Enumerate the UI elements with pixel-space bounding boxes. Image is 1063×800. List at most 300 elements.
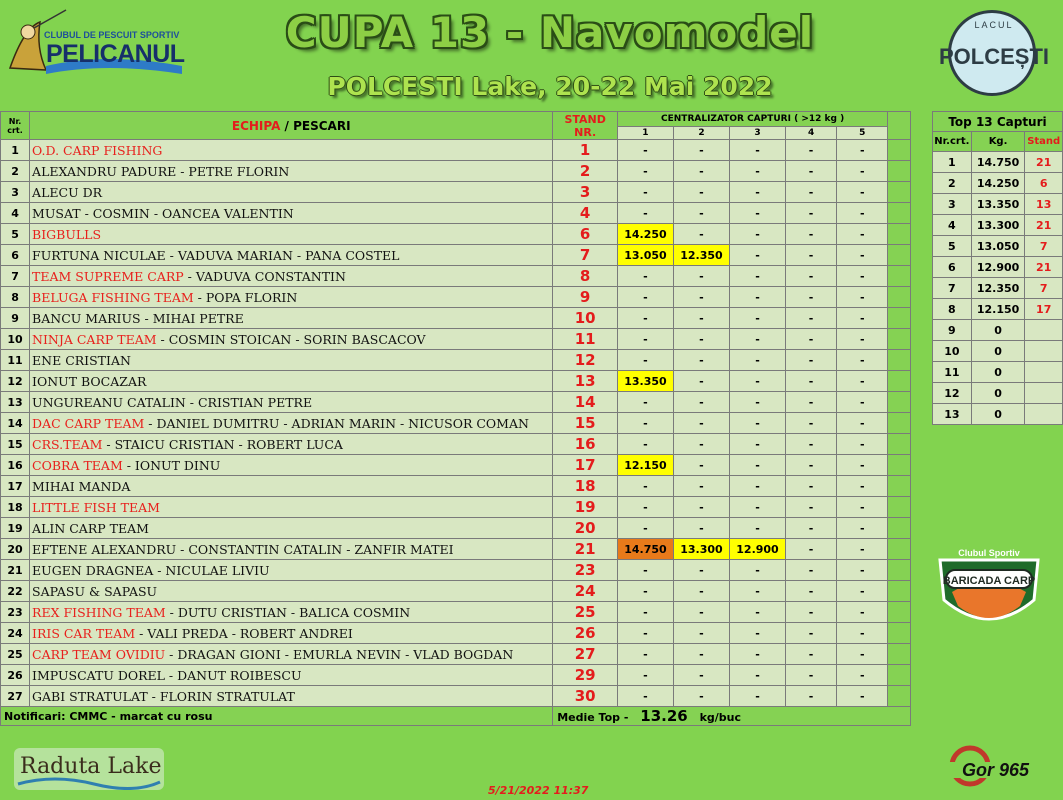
row-catch-1: - [617,203,673,224]
row-catch-2: - [673,602,729,623]
table-row [1,413,911,434]
catch-col-2: 2 [673,127,729,140]
row-nr: 8 [1,287,30,308]
row-catch-4: - [786,140,837,161]
top-row-stand [1025,320,1063,341]
row-pad [888,182,911,203]
row-catch-1: - [617,602,673,623]
top-row-kg: 12.900 [971,257,1025,278]
top-row-kg: 0 [971,320,1025,341]
row-catch-5: - [837,182,888,203]
row-nr: 27 [1,686,30,707]
top-row-stand: 6 [1025,173,1063,194]
row-catch-3: - [729,581,785,602]
top-row-nr: 5 [933,236,972,257]
row-catch-1: - [617,266,673,287]
top-row [933,173,1063,194]
table-row [1,392,911,413]
row-catch-1: - [617,350,673,371]
row-catch-1: - [617,140,673,161]
row-catch-1: - [617,434,673,455]
row-pad [888,497,911,518]
row-catch-2: - [673,623,729,644]
row-catch-1: 14.750 [617,539,673,560]
row-catch-1: - [617,560,673,581]
row-catch-5: - [837,371,888,392]
row-catch-4: - [786,434,837,455]
row-catch-4: - [786,665,837,686]
row-stand: 18 [553,476,618,497]
row-catch-4: - [786,644,837,665]
table-row [1,245,911,266]
row-team-name: DAC CARP TEAM [32,415,145,431]
row-anglers: EFTENE ALEXANDRU - CONSTANTIN CATALIN - ZANFIR MATEI [32,541,454,557]
row-pad [888,476,911,497]
row-pad [888,350,911,371]
row-catch-2: - [673,413,729,434]
table-row [1,623,911,644]
top-row-nr: 1 [933,152,972,173]
row-catch-3: - [729,287,785,308]
row-team-name: CRS.TEAM [32,436,103,452]
baricada-logo [930,540,1048,640]
gor-text: Gor 965 [962,760,1030,780]
row-pad [888,686,911,707]
row-team-name: BIGBULLS [32,226,102,242]
shield-carp-icon [930,540,1048,640]
row-catch-2: - [673,686,729,707]
row-nr: 17 [1,476,30,497]
top-row-kg: 13.050 [971,236,1025,257]
top-catches-table [932,111,1063,425]
row-team [30,371,553,392]
row-stand: 1 [553,140,618,161]
row-catch-1: - [617,686,673,707]
page-subtitle: POLCESTI Lake, 20-22 Mai 2022 [327,72,773,101]
raduta-lake-text: Raduta Lake [20,754,162,779]
table-row [1,581,911,602]
header-team [30,112,553,140]
average-label: Medie Top - [557,711,629,724]
row-team-name: COBRA TEAM [32,457,123,473]
row-anglers: ALECU DR [32,184,103,200]
pelicanul-logo [6,8,184,84]
row-anglers: SAPASU & SAPASU [32,583,158,599]
row-pad [888,203,911,224]
top-row [933,152,1063,173]
table-row [1,161,911,182]
top-row-nr: 3 [933,194,972,215]
row-catch-4: - [786,686,837,707]
top-row-stand: 21 [1025,257,1063,278]
row-catch-1: - [617,182,673,203]
row-pad [888,140,911,161]
top-row-nr: 10 [933,341,972,362]
row-stand: 12 [553,350,618,371]
row-catch-4: - [786,518,837,539]
row-team [30,539,553,560]
top-row-nr: 8 [933,299,972,320]
row-catch-3: - [729,308,785,329]
row-catch-4: - [786,476,837,497]
row-team [30,518,553,539]
row-catch-5: - [837,434,888,455]
row-anglers: - DANIEL DUMITRU - ADRIAN MARIN - NICUSOR COMAN [144,415,529,431]
row-catch-3: - [729,161,785,182]
row-nr: 16 [1,455,30,476]
row-stand: 27 [553,644,618,665]
row-catch-5: - [837,392,888,413]
row-anglers: BANCU MARIUS - MIHAI PETRE [32,310,244,326]
notification-note: Notificari: CMMC - marcat cu rosu [1,707,553,726]
row-catch-1: - [617,644,673,665]
row-catch-1: - [617,497,673,518]
row-catch-2: - [673,182,729,203]
row-catch-4: - [786,245,837,266]
table-header-row [1,112,911,127]
row-anglers: EUGEN DRAGNEA - NICULAE LIVIU [32,562,270,578]
row-catch-2: - [673,266,729,287]
row-catch-1: - [617,161,673,182]
row-catch-3: - [729,497,785,518]
row-catch-3: - [729,686,785,707]
row-nr: 18 [1,497,30,518]
row-catch-2: - [673,518,729,539]
row-pad [888,413,911,434]
top-header-stand: Stand [1025,132,1063,152]
row-nr: 11 [1,350,30,371]
row-catch-2: - [673,455,729,476]
row-catch-5: - [837,665,888,686]
row-anglers: - VALI PREDA - ROBERT ANDREI [135,625,353,641]
row-anglers: IMPUSCATU DOREL - DANUT ROIBESCU [32,667,302,683]
table-row [1,287,911,308]
row-catch-3: - [729,413,785,434]
row-catch-5: - [837,413,888,434]
timestamp: 5/21/2022 11:37 [488,784,589,797]
table-row [1,476,911,497]
row-team-name: IRIS CAR TEAM [32,625,136,641]
row-catch-5: - [837,686,888,707]
table-row [1,308,911,329]
row-catch-2: - [673,644,729,665]
row-catch-4: - [786,266,837,287]
top-row-kg: 0 [971,341,1025,362]
row-team [30,455,553,476]
header-centralizator: CENTRALIZATOR CAPTURI ( >12 kg ) [617,112,887,127]
top-row-nr: 4 [933,215,972,236]
average-cell [553,707,911,726]
row-catch-3: - [729,476,785,497]
row-team-name: BELUGA FISHING TEAM [32,289,194,305]
table-row [1,644,911,665]
table-row [1,602,911,623]
row-team-name: NINJA CARP TEAM [32,331,157,347]
row-nr: 25 [1,644,30,665]
row-pad [888,371,911,392]
row-catch-4: - [786,455,837,476]
row-catch-1: - [617,476,673,497]
row-catch-2: - [673,476,729,497]
row-stand: 6 [553,224,618,245]
top-row-stand [1025,383,1063,404]
table-row [1,350,911,371]
row-stand: 24 [553,581,618,602]
top-header-nr: Nr.crt. [933,132,972,152]
row-stand: 21 [553,539,618,560]
table-row [1,182,911,203]
row-team [30,350,553,371]
top-row-kg: 0 [971,383,1025,404]
top-row-kg: 12.350 [971,278,1025,299]
row-stand: 19 [553,497,618,518]
top-row-kg: 13.350 [971,194,1025,215]
row-catch-3: - [729,392,785,413]
row-anglers: IONUT BOCAZAR [32,373,147,389]
row-catch-3: - [729,665,785,686]
top-row-stand [1025,404,1063,425]
top-row-kg: 0 [971,362,1025,383]
row-stand: 25 [553,602,618,623]
row-catch-5: - [837,539,888,560]
row-catch-1: - [617,329,673,350]
row-anglers: ENE CRISTIAN [32,352,131,368]
row-catch-5: - [837,644,888,665]
row-catch-4: - [786,581,837,602]
row-catch-1: - [617,413,673,434]
row-team [30,644,553,665]
row-catch-2: - [673,497,729,518]
row-stand: 13 [553,371,618,392]
row-nr: 14 [1,413,30,434]
row-catch-1: - [617,623,673,644]
raduta-lake-logo [14,748,164,790]
row-pad [888,581,911,602]
top-header-kg: Kg. [971,132,1025,152]
row-pad [888,266,911,287]
row-team [30,560,553,581]
row-catch-3: - [729,560,785,581]
table-row [1,455,911,476]
row-catch-3: - [729,140,785,161]
gor-logo [930,738,1058,788]
top-row-nr: 7 [933,278,972,299]
row-anglers: UNGUREANU CATALIN - CRISTIAN PETRE [32,394,313,410]
row-catch-2: - [673,287,729,308]
row-pad [888,560,911,581]
table-row [1,203,911,224]
page-title: CUPA 13 - Navomodel [285,8,815,57]
row-catch-1: - [617,287,673,308]
row-pad [888,623,911,644]
row-catch-1: - [617,392,673,413]
row-nr: 24 [1,623,30,644]
average-value: 13.26 [640,707,688,725]
row-catch-2: - [673,203,729,224]
top-row [933,362,1063,383]
row-nr: 21 [1,560,30,581]
row-team [30,308,553,329]
row-stand: 4 [553,203,618,224]
row-catch-4: - [786,308,837,329]
header-team-black: / PESCARI [280,118,351,133]
top-row-stand [1025,341,1063,362]
top-row-nr: 2 [933,173,972,194]
row-nr: 26 [1,665,30,686]
row-catch-5: - [837,245,888,266]
row-catch-1: - [617,308,673,329]
top-row [933,320,1063,341]
row-team-name: O.D. CARP FISHING [32,142,163,158]
row-catch-2: - [673,329,729,350]
row-pad [888,644,911,665]
row-catch-5: - [837,476,888,497]
row-anglers: - IONUT DINU [122,457,221,473]
row-anglers: ALEXANDRU PADURE - PETRE FLORIN [32,163,290,179]
row-nr: 2 [1,161,30,182]
row-stand: 20 [553,518,618,539]
table-row [1,371,911,392]
top-row [933,215,1063,236]
row-team [30,602,553,623]
row-catch-2: - [673,371,729,392]
row-team [30,203,553,224]
row-pad [888,518,911,539]
row-catch-2: 13.300 [673,539,729,560]
catch-col-1: 1 [617,127,673,140]
row-pad [888,602,911,623]
row-anglers: MUSAT - COSMIN - OANCEA VALENTIN [32,205,294,221]
row-nr: 7 [1,266,30,287]
row-catch-5: - [837,581,888,602]
table-row [1,560,911,581]
table-row [1,434,911,455]
top-row [933,278,1063,299]
row-catch-3: - [729,644,785,665]
row-team [30,287,553,308]
top-row-nr: 12 [933,383,972,404]
row-team [30,140,553,161]
row-team [30,392,553,413]
row-stand: 17 [553,455,618,476]
row-nr: 23 [1,602,30,623]
row-catch-2: 12.350 [673,245,729,266]
row-pad [888,434,911,455]
row-catch-5: - [837,308,888,329]
table-row [1,518,911,539]
row-nr: 9 [1,308,30,329]
row-catch-3: - [729,518,785,539]
row-anglers: - VADUVA CONSTANTIN [183,268,346,284]
table-row [1,497,911,518]
row-catch-2: - [673,350,729,371]
row-catch-1: - [617,665,673,686]
club-label: CLUBUL DE PESCUIT SPORTIV [44,30,180,40]
row-catch-5: - [837,287,888,308]
top-row-stand: 17 [1025,299,1063,320]
row-catch-4: - [786,539,837,560]
row-catch-2: - [673,560,729,581]
row-catch-2: - [673,392,729,413]
row-catch-4: - [786,392,837,413]
row-stand: 10 [553,308,618,329]
row-catch-3: - [729,329,785,350]
top-row-nr: 9 [933,320,972,341]
row-anglers: ALIN CARP TEAM [32,520,149,536]
row-anglers: MIHAI MANDA [32,478,131,494]
top-row [933,404,1063,425]
top-row [933,299,1063,320]
row-pad [888,224,911,245]
header-team-red: ECHIPA [231,118,281,133]
results-table [0,111,911,726]
baricada-name: BARICADA CARP [942,575,1036,587]
table-row [1,140,911,161]
row-stand: 11 [553,329,618,350]
row-catch-1: 13.050 [617,245,673,266]
top-row [933,194,1063,215]
top-row [933,341,1063,362]
row-catch-5: - [837,203,888,224]
row-catch-2: - [673,140,729,161]
row-catch-2: - [673,224,729,245]
row-nr: 10 [1,329,30,350]
row-pad [888,329,911,350]
baricada-club-label: Clubul Sportiv [958,548,1020,558]
row-nr: 6 [1,245,30,266]
row-pad [888,392,911,413]
table-row [1,686,911,707]
row-catch-5: - [837,455,888,476]
row-stand: 7 [553,245,618,266]
row-anglers: GABI STRATULAT - FLORIN STRATULAT [32,688,295,704]
row-team [30,476,553,497]
row-catch-4: - [786,602,837,623]
row-team [30,161,553,182]
row-catch-5: - [837,623,888,644]
row-stand: 15 [553,413,618,434]
polcesti-logo [938,8,1050,98]
row-catch-4: - [786,329,837,350]
row-stand: 29 [553,665,618,686]
row-catch-3: - [729,266,785,287]
table-row [1,329,911,350]
row-catch-3: - [729,602,785,623]
row-catch-2: - [673,665,729,686]
row-catch-5: - [837,140,888,161]
row-catch-1: 13.350 [617,371,673,392]
top-row-stand: 13 [1025,194,1063,215]
row-catch-4: - [786,497,837,518]
row-catch-3: 12.900 [729,539,785,560]
top-row-kg: 12.150 [971,299,1025,320]
table-row [1,224,911,245]
row-catch-4: - [786,413,837,434]
table-row [1,266,911,287]
row-pad [888,308,911,329]
header-stand: STAND NR. [553,112,618,140]
row-nr: 15 [1,434,30,455]
row-team [30,497,553,518]
catch-col-4: 4 [786,127,837,140]
row-catch-5: - [837,266,888,287]
row-catch-5: - [837,161,888,182]
club-name: PELICANUL [46,40,185,68]
row-catch-1: 14.250 [617,224,673,245]
row-catch-2: - [673,434,729,455]
row-nr: 13 [1,392,30,413]
row-team [30,434,553,455]
